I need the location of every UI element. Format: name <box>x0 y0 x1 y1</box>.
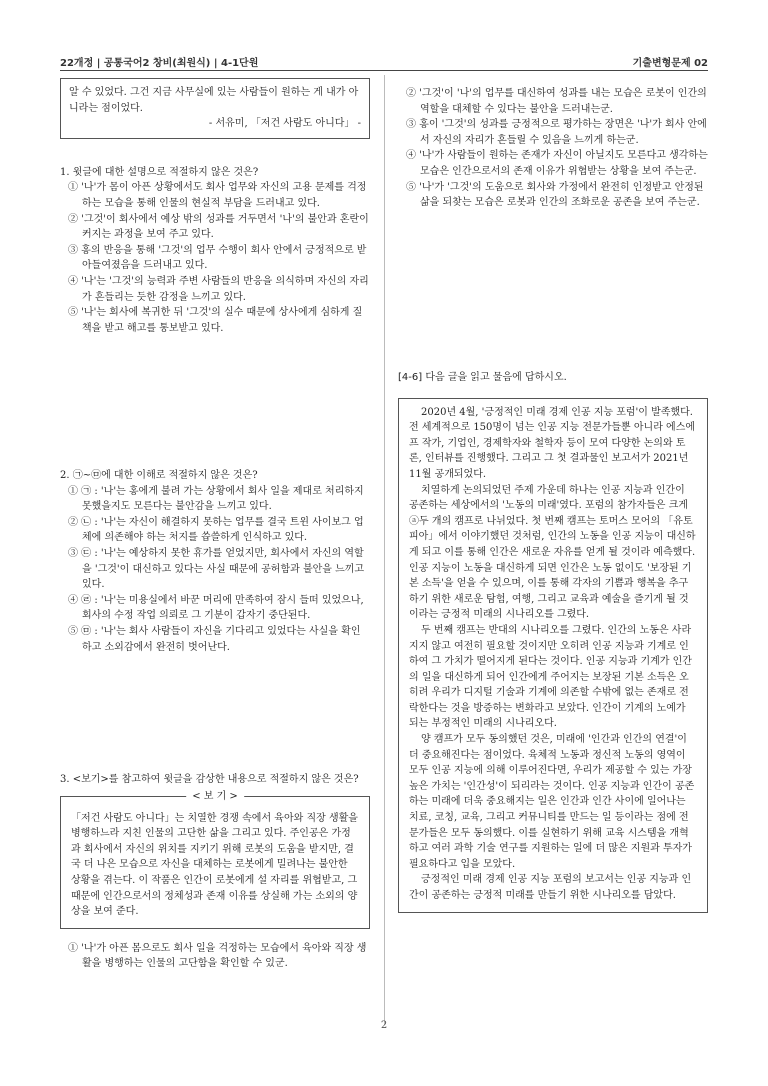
header-right: 기출변형문제 02 <box>632 58 708 69</box>
question-1 <box>60 165 370 337</box>
q2-option: ② ㉡ : '나'는 자신이 해결하지 못하는 업무를 결국 트윈 사이보그 업체에 의존해야 하는 처지를 씁쓸하게 인식하고 있다. <box>68 516 364 544</box>
passage-paragraph: 양 캠프가 모두 동의했던 것은, 미래에 '인간과 인간의 연결'이 더 중요해진다는 점이었다. 육체적 노동과 정신적 노동의 영역이 모두 인공 지능에 의해 이루어진다면, 우리가 제공할 수 있는 가장 높은 가치는 '인간성'이 되리라는 것이다. 인공 지능과 인간이 공존하는 미래에 더욱 중요해지는 일은 인간과 인간 사이에 일어나는 치료, 코칭, 교육, 그리고 커뮤니티를 만드는 일 등이라는 점에 전문가들은 모두 동의했다. 이를 실현하기 위해 교육 시스템을 개혁하고 여러 과학 기술 연구를 지원하는 일에 더 많은 지원과 투자가 필요하다고 입을 모았다. <box>409 734 695 870</box>
bogi-text: 「저건 사람도 아니다」는 치열한 경쟁 속에서 육아와 직장 생활을 병행하느라 지친 인물의 고단한 삶을 그리고 있다. 주인공은 가정과 회사에서 자신의 위치를 지키기 위해 로봇의 도움을 받지만, 결국 더 나은 모습으로 자신을 대체하는 로봇에게 밀려나는 불안한 상황을 겪는다. 이 작품은 인간이 로봇에게 설 자리를 위협받고, 그 때문에 인간으로서의 정체성과 존재 이유를 상실해 가는 소외의 양상을 보여 준다. <box>71 812 358 918</box>
q1-title: 1. 윗글에 대한 설명으로 적절하지 않은 것은? <box>60 166 259 178</box>
top-quote-text: 알 수 있었다. 그건 지금 사무실에 있는 사람들이 원하는 게 내가 아니라는 점이었다. <box>69 87 359 114</box>
passage-box <box>398 398 708 913</box>
header-left: 22개정 | 공통국어2 창비(최원식) | 4-1단원 <box>60 58 259 69</box>
q3-option: ② '그것'이 '나'의 업무를 대신하여 성과를 내는 모습은 로봇이 인간의 역할을 대체할 수 있다는 불안을 드러내는군. <box>406 88 707 115</box>
passage-paragraph: 두 번째 캠프는 반대의 시나리오를 그렸다. 인간의 노동은 사라지지 않고 여전히 필요할 것이지만 오히려 인공 지능과 기계로 인하여 그 가치가 떨어지게 된다는 것이다. 인공 지능과 기계가 인간의 일을 대신하게 되어 인간에게 주어지는 보장된 기본 소득은 오히려 우리가 디지털 기술과 기계에 의존할 수밖에 없는 존재로 전락한다는 것을 방증하는 변화라고 보았다. 인간이 기계의 노예가 되는 부정적인 미래의 시나리오다. <box>409 624 692 730</box>
page-header <box>60 50 708 70</box>
left-column <box>60 78 370 336</box>
q1-option: ① '나'가 몸이 아픈 상황에서도 회사 업무와 자신의 고용 문제를 걱정하는 모습을 통해 인물의 현실적 부담을 드러내고 있다. <box>68 182 367 209</box>
passage-paragraph: 2020년 4월, '긍정적인 미래 경제 인공 지능 포럼'이 발족했다. 전 세계적으로 150명이 넘는 인공 지능 전문가들뿐 아니라 에스에프 작가, 기업인, 경제학자와 철학자 등이 모여 다양한 논의와 토론, 인터뷰를 진행했다. 그리고 그 첫 결과물인 보고서가 2021년 11월 공개되었다. <box>409 406 696 480</box>
question-3 <box>60 772 370 972</box>
q2-option: ⑤ ㉤ : '나'는 회사 사람들이 자신을 기다리고 있었다는 사실을 확인하고 소외감에서 완전히 벗어난다. <box>68 625 361 653</box>
q1-option: ③ 홍의 반응을 통해 '그것'의 업무 수행이 회사 안에서 긍정적으로 받아들여졌음을 드러내고 있다. <box>68 244 367 272</box>
q1-option: ② '그것'이 회사에서 예상 밖의 성과를 거두면서 '나'의 불안과 혼란이 커지는 과정을 보여 주고 있다. <box>68 213 369 241</box>
bogi-label: < 보 기 > <box>186 789 244 805</box>
passage-paragraph: 치열하게 논의되었던 주제 가운데 하나는 인공 지능과 인간이 공존하는 세상에서의 '노동의 미래'였다. 포럼의 참가자들은 크게 ⓐ두 개의 캠프로 나뉘었다. 첫 번째 캠프는 토머스 모어의 「유토피아」에서 이야기했던 것처럼, 인간의 노동을 인공 지능이 대신하게 되고 이를 통해 인간은 새로운 자유를 얻게 될 것이라 예측했다. 인공 지능이 노동을 대신하게 되면 인간은 노동 없이도 '보장된 기본 소득'을 얻을 수 있으며, 이를 통해 각자의 기쁨과 행복을 추구하기 위한 새로운 탐험, 여행, 그리고 교육과 예술을 즐기게 될 것이라는 긍정적 미래의 시나리오를 그렸다. <box>409 484 696 621</box>
q3-option: ① '나'가 아픈 몸으로도 회사 일을 걱정하는 모습에서 육아와 직장 생활을 병행하는 인물의 고단함을 확인할 수 있군. <box>68 942 367 970</box>
column-divider <box>384 75 385 1025</box>
q3-option: ③ 홍이 '그것'의 성과를 긍정적으로 평가하는 장면은 '나'가 회사 안에서 자신의 자리가 흔들릴 수 있음을 느끼게 하는군. <box>406 119 707 146</box>
q2-option: ④ ㉣ : '나'는 미용실에서 바꾼 머리에 만족하여 잠시 들떠 있었으나, 회사의 수정 작업 의뢰로 그 기분이 갑자기 중단된다. <box>68 594 364 622</box>
q3-title: 3. <보기>를 참고하여 윗글을 감상한 내용으로 적절하지 않은 것은? <box>60 774 359 785</box>
top-quote-box <box>60 78 370 139</box>
page-number: 2 <box>380 1020 388 1031</box>
q2-option: ③ ㉢ : '나'는 예상하지 못한 휴가를 얻었지만, 회사에서 자신의 역할을 '그것'이 대신하고 있다는 사실 때문에 공허함과 불안을 느끼고 있다. <box>68 547 365 591</box>
section-title: [4-6] 다음 글을 읽고 물음에 답하시오. <box>398 372 567 383</box>
passage-section <box>398 370 708 913</box>
top-quote-source: - 서유미, 「저건 사람도 아니다」 - <box>208 118 361 130</box>
right-column <box>398 86 708 211</box>
bogi-box <box>60 790 370 929</box>
header-divider <box>60 70 708 71</box>
q3-option: ④ '나'가 사람들이 원하는 존재가 자신이 아닐지도 모른다고 생각하는 모습은 인간으로서의 존재 이유가 위협받는 상황을 보여 주는군. <box>406 150 708 177</box>
q2-option: ① ㉠ : '나'는 홍에게 불려 가는 상황에서 회사 일을 제대로 처리하지 못했을지도 모른다는 불안감을 느끼고 있다. <box>68 485 364 513</box>
question-2 <box>60 468 370 655</box>
q3-option: ⑤ '나'가 '그것'의 도움으로 회사와 가정에서 완전히 인정받고 안정된 삶을 되찾는 모습은 로봇과 인간의 조화로운 공존을 보여 주는군. <box>406 181 704 209</box>
passage-paragraph: 긍정적인 미래 경제 인공 지능 포럼의 보고서는 인공 지능과 인간이 공존하는 긍정적 미래를 만들기 위한 시나리오를 담았다. <box>409 874 692 901</box>
q1-option: ⑤ '나'는 회사에 복귀한 뒤 '그것'의 실수 때문에 상사에게 심하게 질책을 받고 해고를 통보받고 있다. <box>68 307 363 334</box>
q1-option: ④ '나'는 '그것'의 능력과 주변 사람들의 반응을 의식하며 자신의 자리가 흔들리는 듯한 감정을 느끼고 있다. <box>68 275 369 303</box>
q2-title: 2. ㉠~㉤에 대한 이해로 적절하지 않은 것은? <box>60 470 258 481</box>
